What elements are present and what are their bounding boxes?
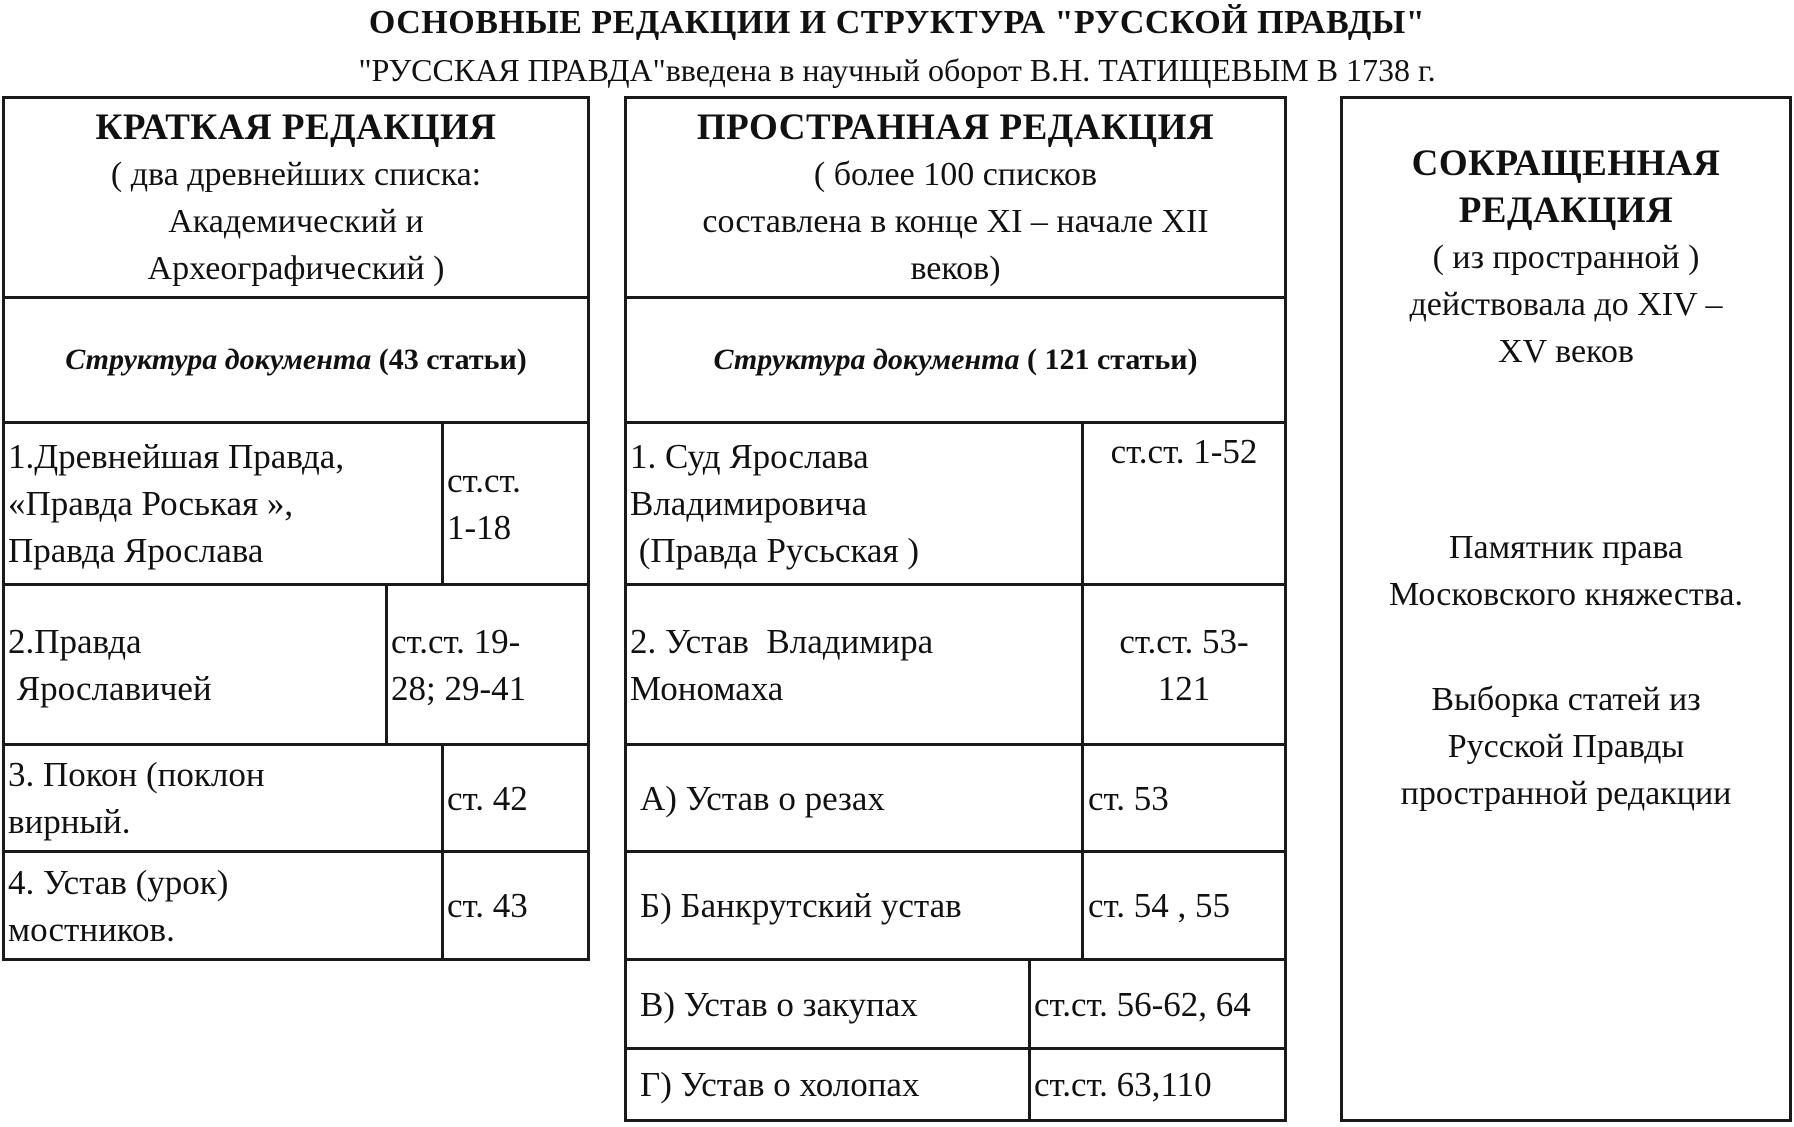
- expanded-row-1-line-3: (Правда Русьская ): [630, 531, 919, 570]
- expanded-row-4-articles: [1088, 853, 1284, 958]
- short-edition-heading: КРАТКАЯ РЕДАКЦИЯ: [95, 107, 497, 148]
- expanded-edition-note-2: составлена в конце XI – начале XII: [702, 203, 1209, 240]
- short-row-2-title: [8, 586, 382, 743]
- expanded-row-4-title: [640, 853, 1078, 958]
- short-edition-note-3: Археографический ): [147, 250, 445, 287]
- short-row-1-articles: [447, 424, 587, 583]
- short-row-4-line-2: мостников.: [8, 909, 175, 949]
- expanded-row-5-title: [640, 961, 1025, 1047]
- expanded-row-2-art-2: 121: [1157, 668, 1211, 708]
- short-row-2-line-1: 2.Правда: [8, 621, 142, 661]
- expanded-structure-label: [627, 299, 1284, 421]
- short-row-4-line-1: 4. Устав (урок): [8, 862, 229, 902]
- short-edition-header: [5, 104, 587, 292]
- short-edition-note-1: ( два древнейших списка:: [110, 156, 482, 193]
- abridged-edition-heading-2: РЕДАКЦИЯ: [1458, 190, 1674, 231]
- expanded-row-3-articles: [1088, 746, 1284, 850]
- short-structure-text: Структура документа: [65, 343, 372, 376]
- short-row-1-art-2: 1-18: [447, 507, 512, 547]
- expanded-row-5-line-1: В) Устав о закупах: [640, 984, 918, 1024]
- expanded-edition-note-3: веков): [910, 250, 1001, 287]
- short-row-3-title: [8, 746, 438, 850]
- expanded-row-3-line-1: А) Устав о резах: [640, 778, 885, 818]
- short-row-2-line-2: Ярославичей: [8, 668, 212, 708]
- expanded-structure-count: ( 121 статьи): [1027, 343, 1198, 376]
- expanded-row-2-line-1: 2. Устав Владимира: [630, 621, 934, 661]
- abridged-edition-note-1: ( из пространной ): [1432, 239, 1700, 276]
- expanded-row-3-title: [640, 746, 1078, 850]
- abridged-desc2-line-3: пространной редакции: [1400, 775, 1732, 812]
- expanded-row-2-articles: [1084, 586, 1284, 743]
- abridged-edition-header: [1343, 140, 1789, 375]
- short-row-1-art-1: ст.ст.: [447, 460, 521, 500]
- abridged-desc2-line-1: Выборка статей из: [1431, 681, 1701, 718]
- expanded-row-2-art-1: ст.ст. 53-: [1119, 621, 1249, 661]
- short-row-2-art-1: ст.ст. 19-: [391, 621, 521, 661]
- expanded-row-6-art-1: ст.ст. 63,110: [1034, 1065, 1212, 1104]
- short-row-3-line-2: вирный.: [8, 802, 131, 841]
- short-row-2-art-2: 28; 29-41: [391, 668, 527, 708]
- expanded-row-1-title: [630, 424, 1078, 583]
- short-row-3-line-1: 3. Покон (поклон: [8, 755, 265, 794]
- short-row-1-title: [8, 424, 438, 583]
- short-structure-label: [5, 299, 587, 421]
- abridged-edition-note-3: XV веков: [1498, 333, 1634, 370]
- short-row-3-art-1: ст. 42: [447, 778, 528, 818]
- expanded-row-1-line-2: Владимировича: [630, 484, 868, 523]
- expanded-row-1-articles: [1084, 428, 1284, 488]
- expanded-row-6-line-1: Г) Устав о холопах: [640, 1065, 920, 1104]
- short-row-4-art-1: ст. 43: [447, 886, 528, 925]
- expanded-row-3-art-1: ст. 53: [1088, 778, 1169, 818]
- expanded-structure-text: Структура документа: [713, 343, 1020, 376]
- short-row-2-articles: [391, 586, 587, 743]
- abridged-edition-heading-1: СОКРАЩЕННАЯ: [1411, 143, 1721, 184]
- expanded-row-4-line-1: Б) Банкрутский устав: [640, 886, 962, 925]
- short-row-4-title: [8, 853, 438, 958]
- page-title: ОСНОВНЫЕ РЕДАКЦИИ И СТРУКТУРА "РУССКОЙ ПРАВДЫ": [368, 4, 1426, 41]
- expanded-row-2-line-2: Мономаха: [630, 668, 784, 708]
- abridged-desc1-line-1: Памятник права: [1448, 529, 1684, 566]
- short-row-1-line-2: «Правда Роськая »,: [8, 484, 294, 523]
- expanded-row-5-articles: [1034, 961, 1286, 1047]
- abridged-edition-note-2: действовала до XIV –: [1409, 286, 1723, 323]
- abridged-desc1-line-2: Московского княжества.: [1389, 576, 1743, 613]
- expanded-row-5-art-1: ст.ст. 56-62, 64: [1034, 984, 1251, 1024]
- page-subtitle: "РУССКАЯ ПРАВДА"введена в научный оборот В.Н. ТАТИЩЕВЫМ В 1738 г.: [358, 52, 1436, 88]
- short-row-1-line-3: Правда Ярослава: [8, 531, 264, 570]
- expanded-row-2-title: [630, 586, 1078, 743]
- expanded-edition-note-1: ( более 100 списков: [813, 156, 1098, 193]
- expanded-row-6-title: [640, 1050, 1025, 1119]
- abridged-description-1: [1343, 524, 1789, 618]
- short-row-3-articles: [447, 746, 587, 850]
- short-row-1-line-1: 1.Древнейшая Правда,: [8, 437, 345, 476]
- abridged-description-2: [1343, 676, 1789, 817]
- expanded-row-1-art-1: ст.ст. 1-52: [1110, 432, 1258, 471]
- expanded-row-1-line-1: 1. Суд Ярослава: [630, 437, 869, 476]
- expanded-edition-heading: ПРОСТРАННАЯ РЕДАКЦИЯ: [696, 107, 1215, 148]
- expanded-row-4-art-1: ст. 54 , 55: [1088, 886, 1230, 925]
- short-structure-count: (43 статьи): [378, 343, 527, 376]
- short-row-4-articles: [447, 853, 587, 958]
- expanded-edition-header: [627, 104, 1284, 292]
- abridged-desc2-line-2: Русской Правды: [1447, 728, 1685, 765]
- expanded-row-6-articles: [1034, 1050, 1286, 1119]
- short-edition-note-2: Академический и: [168, 203, 424, 240]
